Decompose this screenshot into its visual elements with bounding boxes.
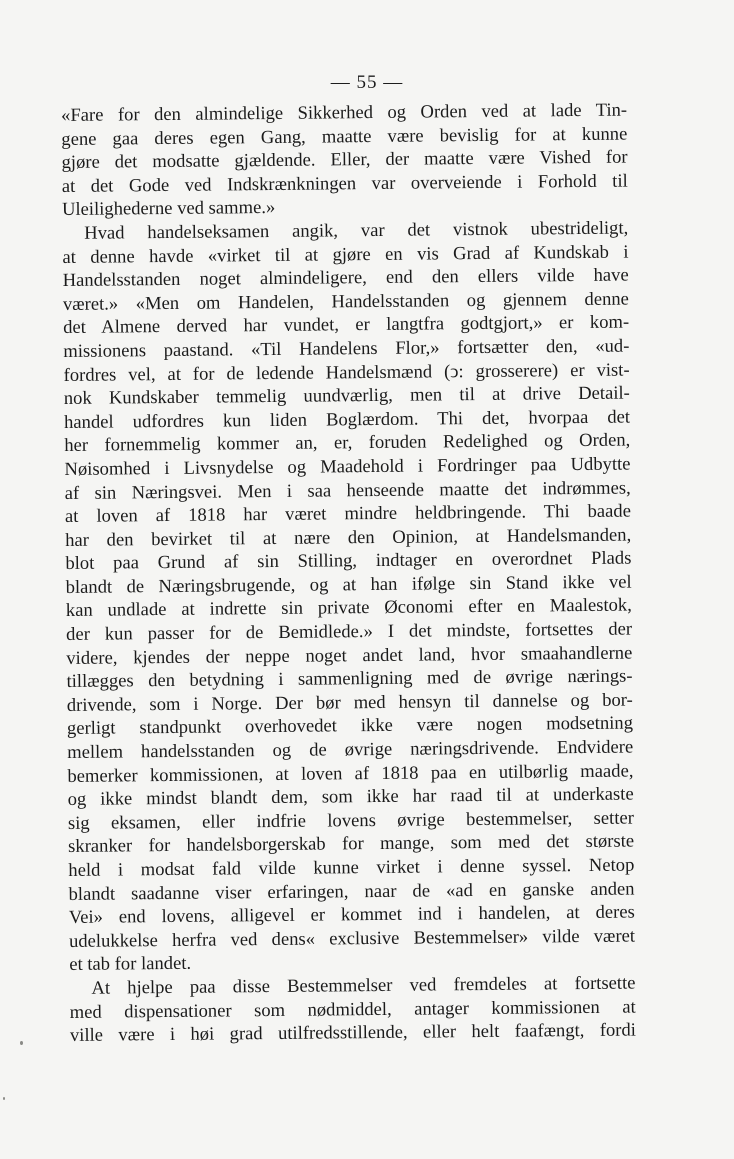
text-line: at det Gode ved Indskrænkningen var overveiende i Forhold til — [61, 170, 628, 197]
text-line: og ikke mindst blandt dem, som ikke har raad til at underkaste — [67, 783, 634, 811]
text-line: fordres vel, at for de ledende Handelsmænd (ↄ: grosserere) er vist- — [63, 359, 630, 386]
text-line: missionens paastand. «Til Handelens Flor,» fortsætter den, «ud- — [63, 335, 630, 362]
text-line: bemerker kommissionen, at loven af 1818 paa en utilbørlig maade, — [67, 760, 634, 787]
text-line: gerligt standpunkt overhovedet ikke være nogen modsetning — [66, 712, 634, 740]
text-line: et tab for landet. — [69, 953, 192, 976]
text-line: At hjelpe paa disse Bestemmelser ved fremdeles at fortsette — [91, 972, 636, 999]
text-line: har den bevirket til at nære den Opinion, at Handelsmanden, — [65, 524, 632, 551]
text-line: Nøisomhed i Livsnydelse og Maadehold i Fordringer paa Udbytte — [64, 453, 631, 480]
text-line: blandt saadanne viser erfaringen, naar de «ad en ganske anden — [68, 878, 635, 905]
text-line: blandt de Næringsbrugende, og at han ifølge sin Stand ikke vel — [65, 571, 632, 598]
text-line: nok Kundskaber temmelig uundværlig, men til at drive Detail- — [63, 382, 630, 410]
body-text — [61, 99, 636, 1048]
text-line: Vei» end lovens, alligevel er kommet ind i handelen, at deres — [68, 901, 635, 929]
text-line: der kun passer for de Bemidlede.» I det mindste, fortsettes der — [65, 618, 633, 646]
text-line: med dispensationer som nødmiddel, antager kommissionen at — [69, 996, 636, 1023]
text-line: handel udfordres kun liden Boglærdom. Thi det, hvorpaa det — [63, 406, 631, 433]
text-line: udelukkelse herfra ved dens« exclusive Bestemmelser» vilde været — [68, 925, 636, 952]
text-line: kan undlade at indrette sin private Øconomi efter en Maalestok, — [65, 595, 632, 622]
text-line: gjøre det modsatte gjældende. Eller, der maatte være Vished for — [61, 146, 628, 174]
text-line: ville være i høi grad utilfredsstillende, eller helt faafængt, fordi — [69, 1019, 637, 1047]
text-line: skranker for handelsborgerskab for mange, som med det største — [68, 830, 635, 858]
text-line: held i modsat fald vilde kunne virket i denne syssel. Netop — [68, 854, 635, 881]
text-line: sig eksamen, eller indfrie lovens øvrige bestemmelser, setter — [67, 807, 634, 834]
text-line: videre, kjendes der neppe noget andet land, hvor smaahandlerne — [66, 642, 633, 669]
text-line: blot paa Grund af sin Stilling, indtager en overordnet Plads — [65, 547, 632, 575]
text-line: Hvad handelseksamen angik, var det vistnok ubestrideligt, — [84, 217, 629, 244]
text-line: at denne havde «virket til at gjøre en vis Grad af Kundskab i — [62, 241, 629, 268]
text-line: af sin Næringsvei. Men i saa henseende maatte det indrømmes, — [64, 477, 631, 504]
text-line: Uleilighederne ved samme.» — [61, 197, 276, 221]
text-line: gene gaa deres egen Gang, maatte være bevislig for at kunne — [61, 123, 628, 150]
text-line: «Fare for den almindelige Sikkerhed og Orden ved at lade Tin- — [61, 99, 628, 126]
paper-speck — [3, 1097, 5, 1100]
text-line: det Almene derved har vundet, er langtfra godtgjort,» er kom- — [63, 311, 630, 339]
text-line: mellem handelsstanden og de øvrige næringsdrivende. Endvidere — [67, 736, 634, 764]
text-line: Handelsstanden noget almindeligere, end den ellers vilde have — [62, 264, 629, 292]
text-line: her fornemmelig kommer an, er, foruden Redelighed og Orden, — [64, 429, 631, 457]
page-number: — 55 — — [330, 72, 404, 93]
text-line: tillægges den betydning i sammenligning med de øvrige nærings- — [66, 665, 633, 693]
paper-speck — [20, 1041, 23, 1045]
text-line: at loven af 1818 har været mindre heldbringende. Thi baade — [64, 500, 632, 528]
text-line: været.» «Men om Handelen, Handelsstanden og gjennem denne — [62, 288, 629, 315]
text-line: drivende, som i Norge. Der bør med hensyn til dannelse og bor- — [66, 689, 633, 716]
